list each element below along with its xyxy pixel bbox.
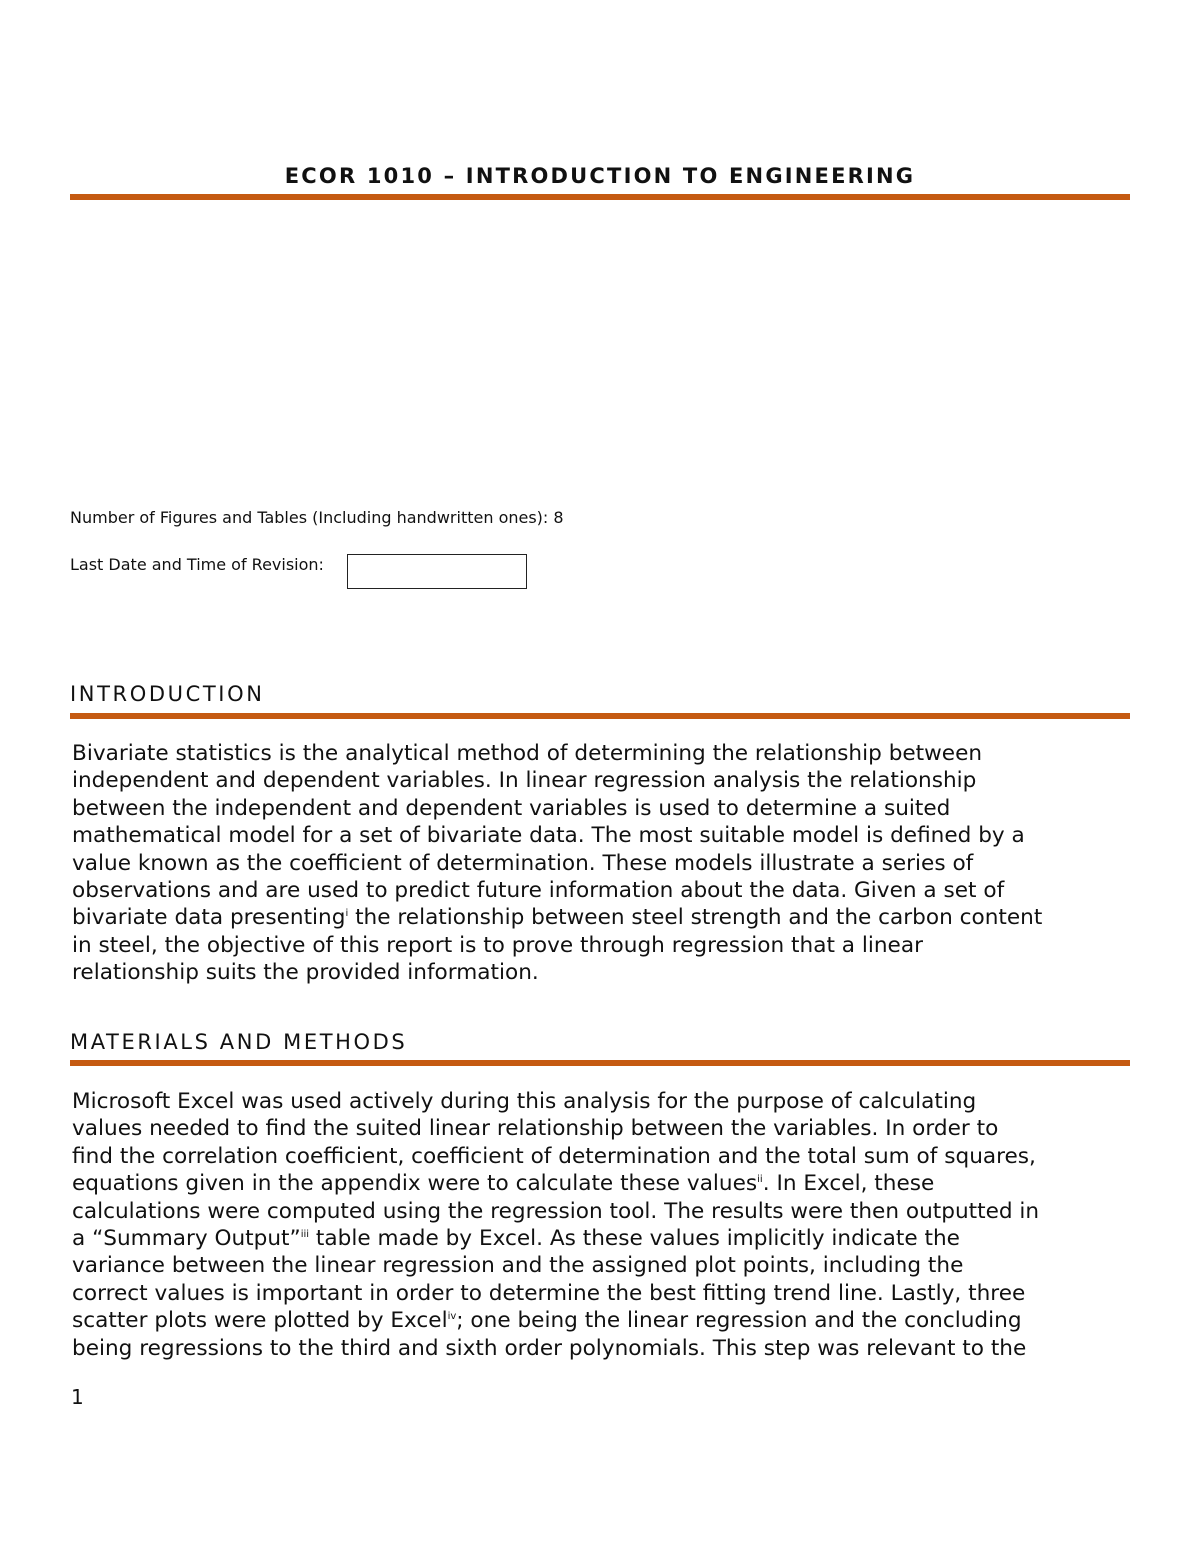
endnote-ref[interactable]: ii <box>757 1174 763 1186</box>
materials-line <box>72 1225 1134 1252</box>
title-rule <box>70 194 1130 200</box>
figures-count-label: Number of Figures and Tables (Including handwritten ones): 8 <box>70 508 564 527</box>
materials-line <box>72 1170 1134 1197</box>
materials-line-text: ; one being the linear regression and the concluding <box>456 1308 1022 1334</box>
document-title: ECOR 1010 – INTRODUCTION TO ENGINEERING <box>284 164 916 188</box>
revision-field[interactable] <box>347 554 527 589</box>
materials-line-text: table made by Excel. As these values implicitly indicate the <box>309 1226 960 1252</box>
endnote-ref[interactable]: i <box>345 908 349 920</box>
endnote-ref[interactable]: iii <box>300 1228 310 1240</box>
materials-line-text: scatter plots were plotted by Excel <box>72 1308 448 1334</box>
intro-line: Bivariate statistics is the analytical method of determining the relationship between <box>72 741 983 766</box>
intro-line: independent and dependent variables. In linear regression analysis the relationship <box>72 768 977 794</box>
intro-line-text: bivariate data presenting <box>72 905 346 931</box>
materials-line: being regressions to the third and sixth order polynomials. This step was relevant to the <box>72 1335 1027 1361</box>
intro-line: relationship suits the provided information. <box>72 960 539 986</box>
intro-line <box>72 904 1134 931</box>
intro-line-text: the relationship between steel strength and the carbon content <box>348 905 1043 931</box>
materials-line: values needed to find the suited linear relationship between the variables. In order to <box>72 1116 999 1142</box>
materials-line: find the correlation coefficient, coefficient of determination and the total sum of squares, <box>72 1143 1036 1169</box>
endnote-ref[interactable]: iv <box>447 1311 457 1323</box>
revision-label: Last Date and Time of Revision: <box>70 555 324 574</box>
materials-line: calculations were computed using the regression tool. The results were then outputted in <box>72 1198 1040 1224</box>
intro-line: value known as the coefficient of determination. These models illustrate a series of <box>72 850 974 876</box>
materials-line-text: equations given in the appendix were to calculate these values <box>72 1171 758 1197</box>
materials-line <box>72 1307 1134 1334</box>
introduction-paragraph <box>72 740 1134 987</box>
materials-heading: MATERIALS AND METHODS <box>70 1030 408 1054</box>
intro-line: mathematical model for a set of bivariate data. The most suitable model is defined by a <box>72 823 1025 849</box>
materials-line: correct values is important in order to determine the best fitting trend line. Lastly, three <box>72 1280 1026 1306</box>
materials-line: variance between the linear regression and the assigned plot points, including the <box>72 1253 964 1279</box>
materials-paragraph <box>72 1088 1134 1362</box>
intro-line: observations and are used to predict future information about the data. Given a set of <box>72 878 1005 904</box>
introduction-heading: INTRODUCTION <box>70 682 265 706</box>
intro-line: between the independent and dependent variables is used to determine a suited <box>72 795 951 821</box>
materials-rule <box>70 1060 1130 1066</box>
page-number: 1 <box>71 1385 84 1409</box>
materials-line: Microsoft Excel was used actively during this analysis for the purpose of calculating <box>72 1089 977 1114</box>
materials-line-text: a “Summary Output” <box>72 1226 301 1252</box>
introduction-rule <box>70 713 1130 719</box>
intro-line: in steel, the objective of this report is to prove through regression that a linear <box>72 932 923 958</box>
materials-line-text: . In Excel, these <box>762 1171 935 1197</box>
